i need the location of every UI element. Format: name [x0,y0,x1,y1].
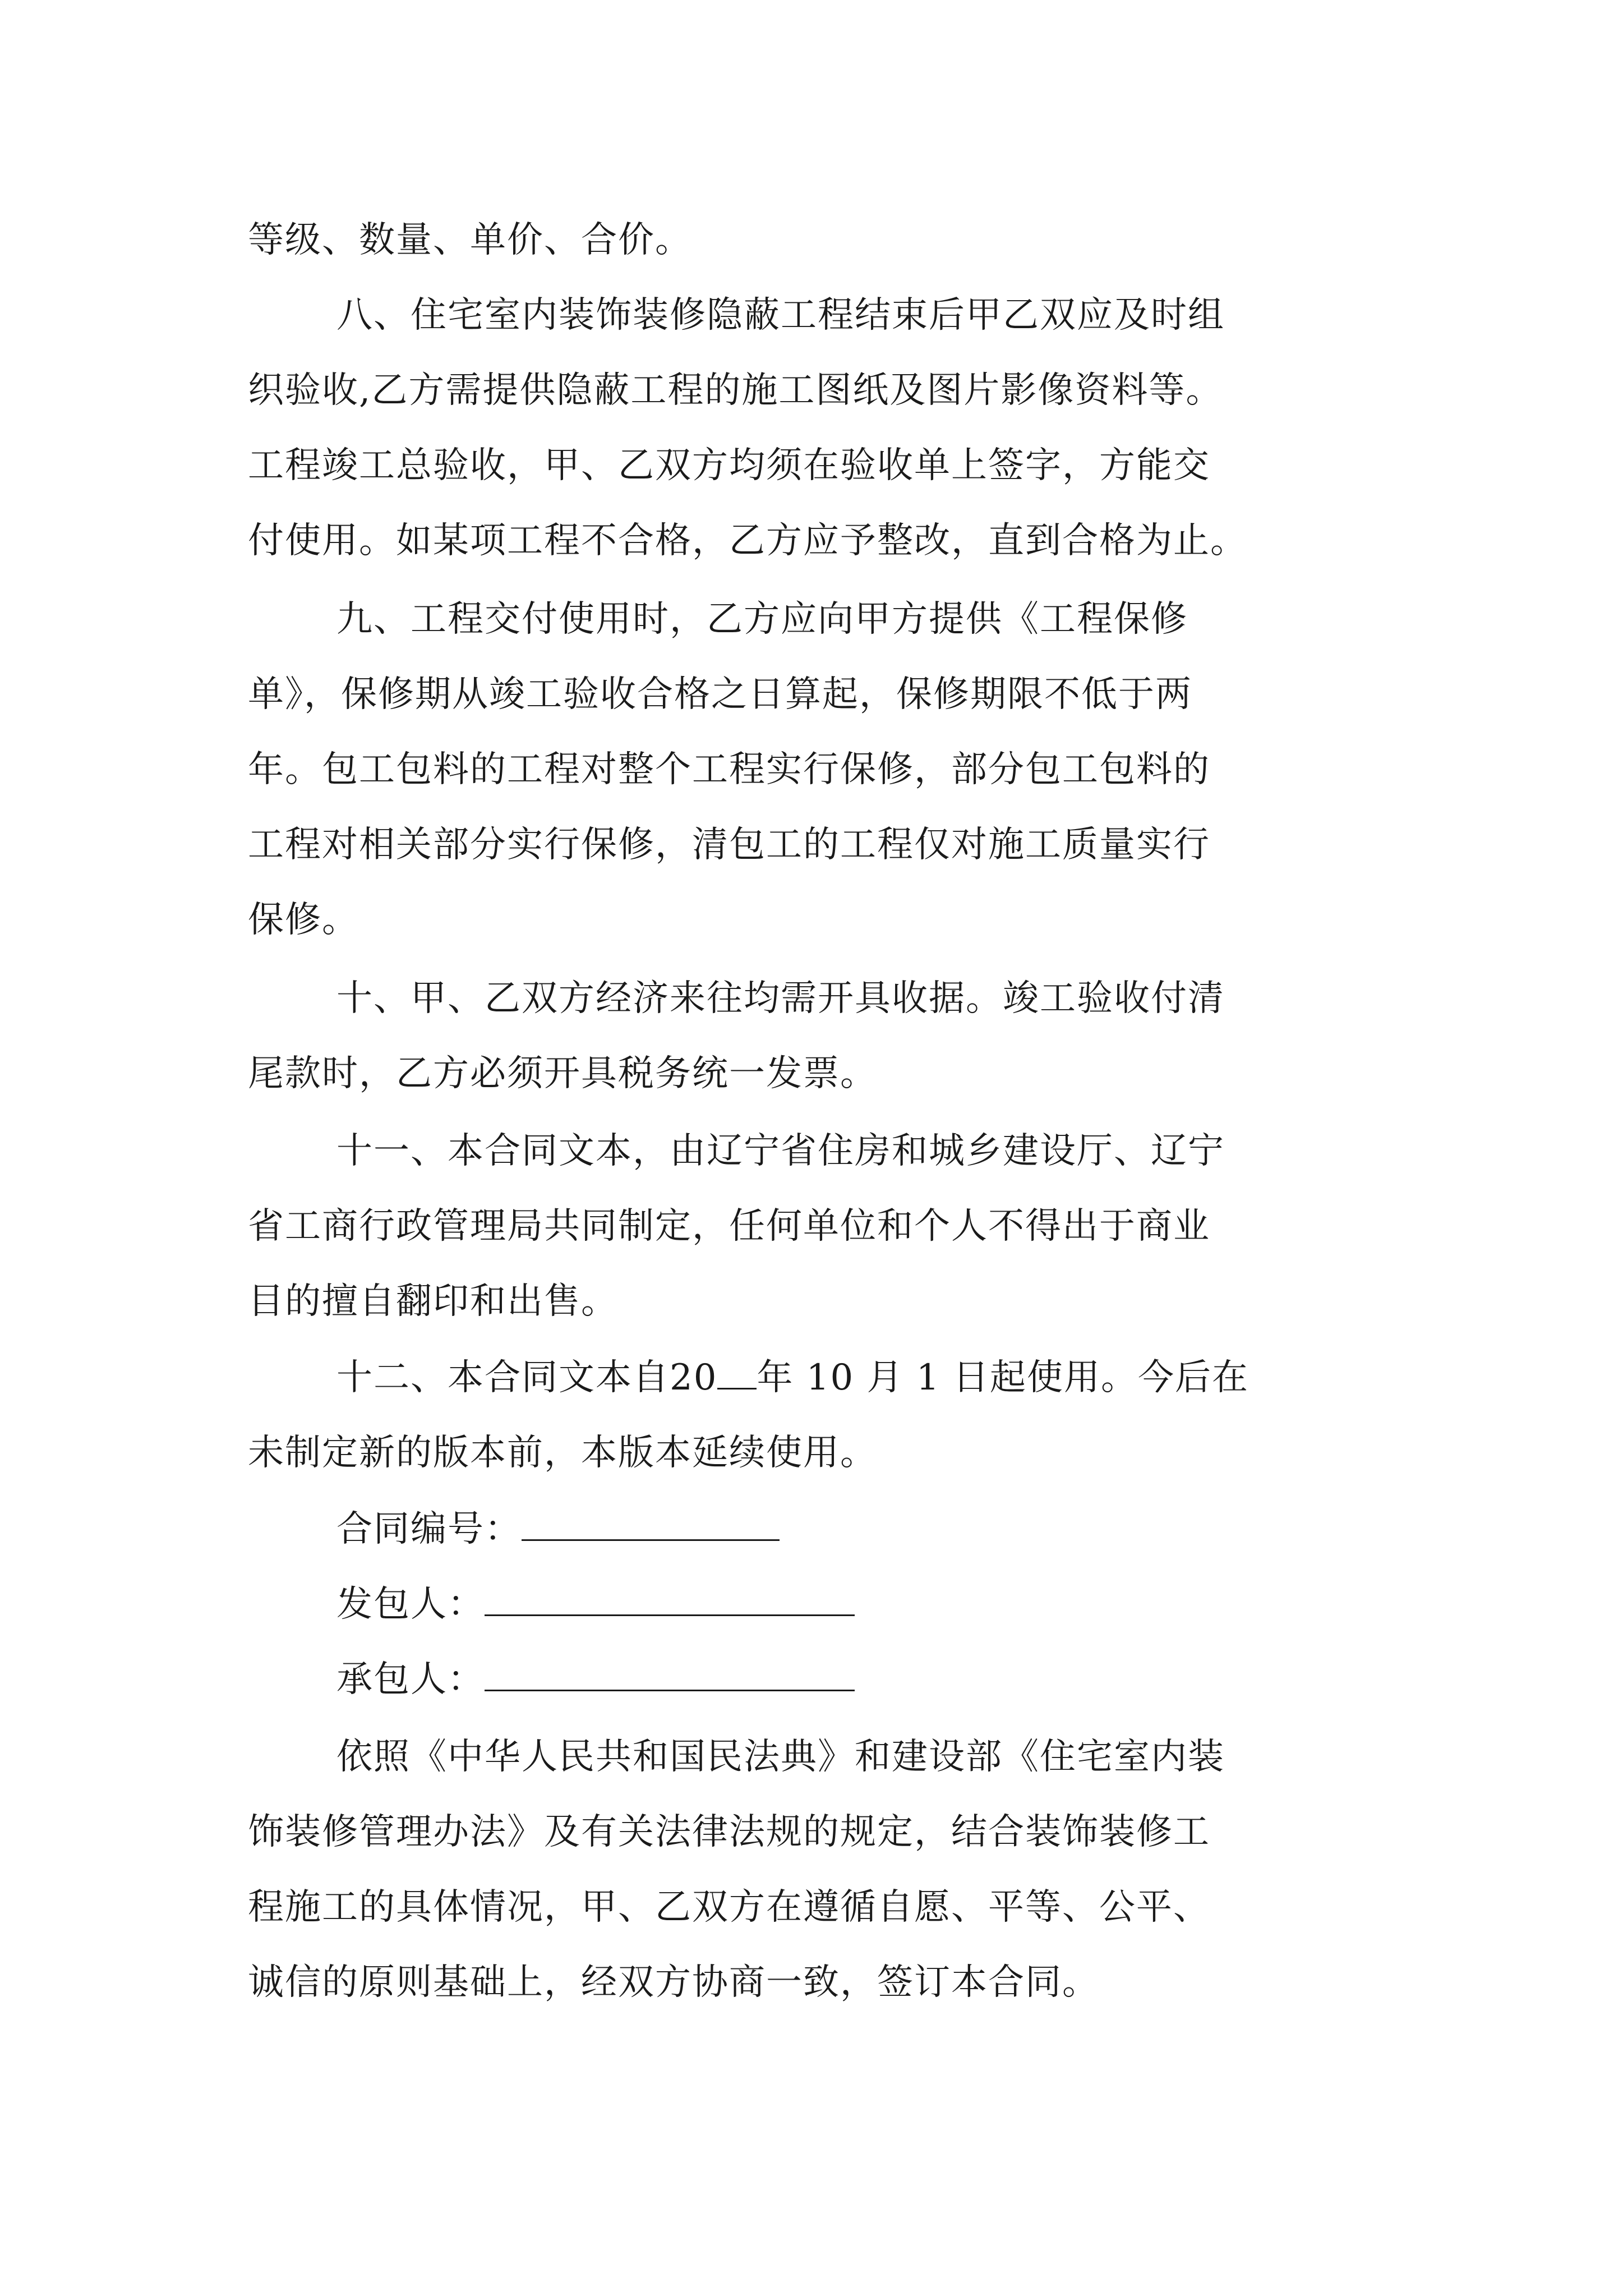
preamble-line: 饰装修管理办法》及有关法律法规的规定，结合装饰装修工 [248,1811,1210,1853]
year-blank[interactable] [717,1359,757,1389]
clause-10-line: 十、甲、乙双方经济来往均需开具收据。竣工验收付清 [336,978,1225,1019]
issuer-row [336,1582,855,1627]
contract-number-label: 合同编号： [336,1508,522,1550]
clause-10-line: 尾款时，乙方必须开具税务统一发票。 [248,1053,877,1094]
clause-9-line: 单》，保修期从竣工验收合格之日算起，保修期限不低于两 [248,674,1192,715]
clause-9-line: 年。包工包料的工程对整个工程实行保修，部分包工包料的 [248,749,1210,790]
contractor-field[interactable] [485,1657,855,1691]
clause-9-line: 九、工程交付使用时，乙方应向甲方提供《工程保修 [336,599,1188,640]
preamble-line: 诚信的原则基础上，经双方协商一致，签订本合同。 [248,1962,1099,2003]
clause-9-line: 保修。 [248,899,359,941]
clause-12-text: 十二、本合同文本自20 [336,1357,718,1398]
contractor-row [336,1657,855,1702]
clause-12-line [336,1355,1249,1400]
clause-9-line: 工程对相关部分实行保修，清包工的工程仅对施工质量实行 [248,824,1210,866]
contractor-label: 承包人： [336,1659,485,1700]
clause-8-line: 付使用。如某项工程不合格，乙方应予整改，直到合格为止。 [248,520,1247,562]
clause-11-line: 十一、本合同文本，由辽宁省住房和城乡建设厅、辽宁 [336,1130,1225,1172]
clause-8-line: 八、住宅室内装饰装修隐蔽工程结束后甲乙双应及时组 [336,295,1225,336]
paragraph-line: 等级、数量、单价、合价。 [248,219,692,261]
issuer-label: 发包人： [336,1584,485,1625]
contract-number-row [336,1507,780,1552]
clause-11-line: 目的擅自翻印和出售。 [248,1281,618,1322]
contract-number-field[interactable] [522,1507,780,1541]
clause-11-line: 省工商行政管理局共同制定，任何单位和个人不得出于商业 [248,1205,1210,1247]
issuer-field[interactable] [485,1582,855,1616]
preamble-line: 程施工的具体情况，甲、乙双方在遵循自愿、平等、公平、 [248,1887,1210,1928]
clause-8-line: 工程竣工总验收，甲、乙双方均须在验收单上签字，方能交 [248,445,1210,486]
clause-8-line: 织验收,乙方需提供隐蔽工程的施工图纸及图片影像资料等。 [248,370,1223,411]
clause-12-text: 年 10 月 1 日起使用。今后在 [757,1357,1249,1398]
preamble-line: 依照《中华人民共和国民法典》和建设部《住宅室内装 [336,1736,1225,1778]
clause-12-line: 未制定新的版本前，本版本延续使用。 [248,1432,877,1474]
